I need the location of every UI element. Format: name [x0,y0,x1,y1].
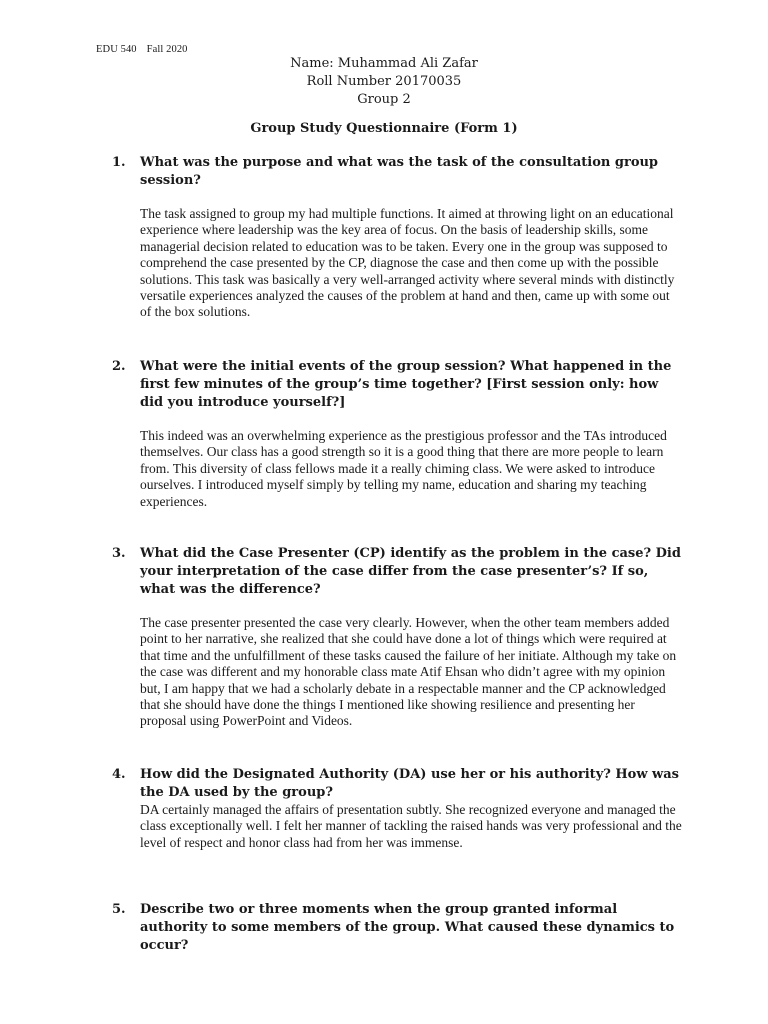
question-text: Describe two or three moments when the group granted informal authority to some members of the group. What caused these dynamics to occur? [140,902,675,953]
question-block [112,154,682,321]
course-term: Fall 2020 [146,44,188,55]
question-number: 1. [112,155,126,170]
question-text: What was the purpose and what was the task of the consultation group session? [140,155,659,188]
student-name: Name: Muhammad Ali Zafar [290,56,478,71]
question-heading [112,358,682,412]
roll-number: Roll Number 20170035 [306,74,462,89]
answer-text: The task assigned to group my had multiple functions. It aimed at throwing light on an educational experience where leadership was the key area of focus. On the basis of leadership skills, some managerial decision related to education was to be taken. Every one in the group was supposed to comprehend the case presented by the CP, diagnose the case and then come up with the possible solutions. This task was basically a very well-arranged activity where several minds with distinctly versatile experiences analyzed the causes of the problem at hand and then, came up with some out of the box solutions. [140,206,675,320]
question-number: 5. [112,902,126,917]
question-heading [112,154,682,190]
question-number: 3. [112,546,126,561]
group-number: Group 2 [357,92,411,107]
answer-text: The case presenter presented the case very clearly. However, when the other team members added point to her narrative, she realized that she could have done a lot of things which were required at that time and the unfulfillment of these tasks caused the failure of her initiate. Although my take on the case was different and my honorable class mate Atif Ehsan who didn’t agree with my opinion but, I am happy that we had a scholarly debate in a respectable manner and the CP acknowledged that she should have done the things I mentioned like showing resilience and presenting her proposal using PowerPoint and Videos. [140,615,677,729]
course-label [96,44,188,55]
document-title: Group Study Questionnaire (Form 1) [250,121,518,136]
question-block [112,766,682,851]
question-block [112,545,682,730]
course-code: EDU 540 [96,44,137,55]
student-header [0,55,768,109]
question-heading [112,901,682,955]
question-text: What were the initial events of the group session? What happened in the first few minutes of the group’s time together? [First session only: how did you introduce yourself?] [140,359,672,410]
question-number: 4. [112,767,126,782]
question-number: 2. [112,359,126,374]
question-block [112,901,682,955]
question-heading [112,545,682,599]
question-text: What did the Case Presenter (CP) identify as the problem in the case? Did your interpretation of the case differ from the case presenter’s? If so, what was the difference? [140,546,681,597]
question-block [112,358,682,510]
answer-text: This indeed was an overwhelming experience as the prestigious professor and the TAs introduced themselves. Our class has a good strength so it is a good thing that there are more people to learn from. This diversity of class fellows made it a really chiming class. We were asked to introduce ourselves. I introduced myself simply by telling my name, education and sharing my teaching experiences. [140,428,667,509]
answer-text: DA certainly managed the affairs of presentation subtly. She recognized everyone and managed the class exceptionally well. I felt her manner of tackling the raised hands was very professional and the level of respect and honor class had from her was immense. [140,802,682,850]
question-text: How did the Designated Authority (DA) use her or his authority? How was the DA used by the group? [140,767,679,800]
question-heading [112,766,682,802]
